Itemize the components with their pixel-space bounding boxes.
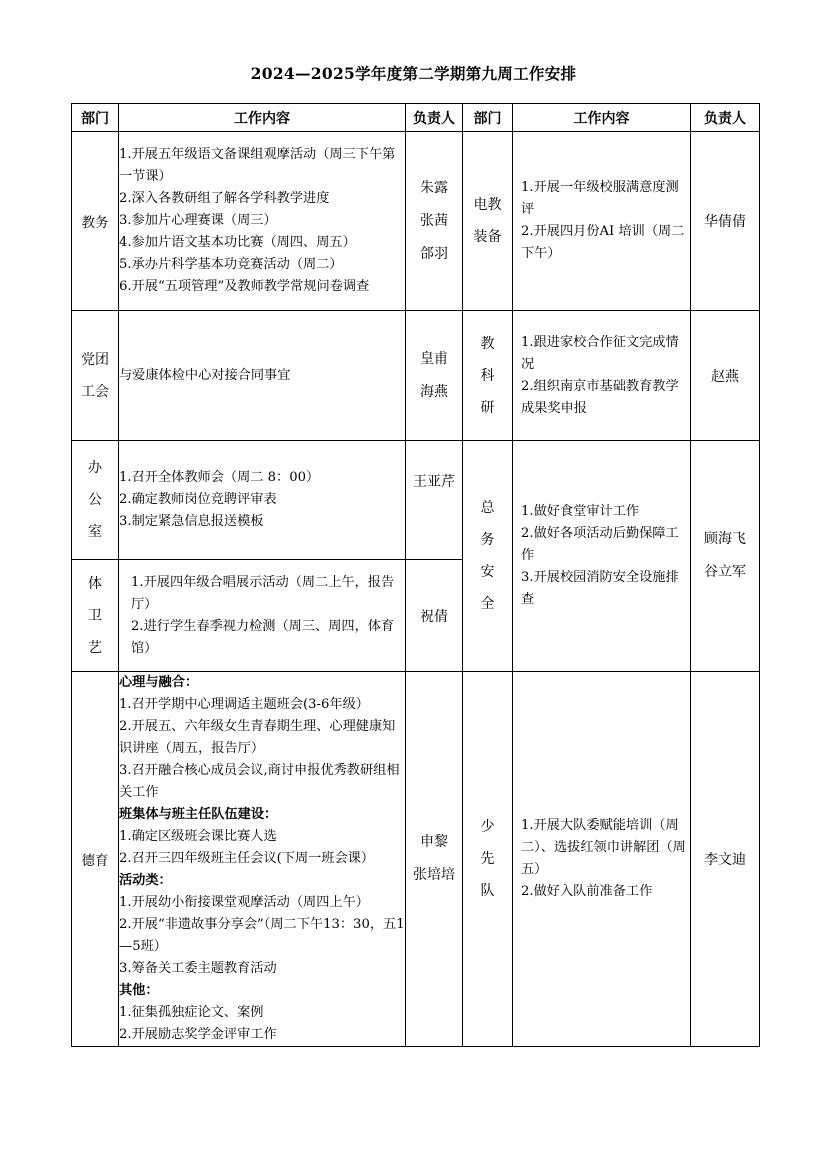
table-row (72, 132, 760, 311)
page-title: 2024—2025学年度第二学期第九周工作安排 (250, 64, 577, 83)
dept-dianjiao (463, 132, 513, 311)
list-item: 2.做好各项活动后勤保障工作 (521, 526, 679, 563)
dept-label: 电教 (473, 197, 502, 213)
resp-jiaokeyan: 赵燕 (691, 311, 760, 441)
table-row (72, 311, 760, 441)
list-item: 6.开展“五项管理”及教师教学常规问卷调查 (119, 279, 370, 294)
resp-jiaowu (406, 132, 463, 311)
dept-label: 艺 (88, 639, 102, 656)
list-item: 3.参加片心理赛课（周三） (119, 213, 277, 228)
dept-label: 队 (480, 883, 495, 899)
dept-shaoxiandui (463, 672, 513, 1047)
section-heading: 班集体与班主任队伍建设： (119, 807, 278, 822)
person-name: 顾海飞 (704, 531, 746, 547)
person-name: 朱露 (420, 179, 448, 196)
dept-jiaokeyan (463, 311, 513, 441)
dept-jiaowu: 教务 (72, 132, 119, 311)
dept-label: 务 (480, 532, 495, 548)
list-item: 1.开展幼小衔接课堂观摩活动（周四上午） (119, 895, 369, 910)
dept-label: 研 (480, 399, 495, 416)
dept-label: 教 (480, 335, 495, 352)
content-tiweiyi (119, 560, 406, 672)
list-item: 1.召开全体教师会（周二 8：00） (119, 470, 320, 485)
resp-bangongshi: 王亚芹 (406, 441, 463, 560)
dept-label: 总 (480, 500, 495, 516)
dept-label: 安 (480, 564, 495, 580)
person-name: 郃羽 (420, 245, 448, 262)
dept-label: 装备 (473, 229, 502, 245)
list-item: 1.开展五年级语文备课组观摩活动（周三下午第一节课） (119, 147, 396, 184)
dept-label: 体 (88, 575, 102, 592)
list-item: 2.开展励志奖学金评审工作 (119, 1027, 277, 1042)
list-item: 2.做好入队前准备工作 (521, 884, 653, 899)
dept-label: 卫 (88, 607, 102, 624)
resp-dianjiao: 华倩倩 (691, 132, 760, 311)
list-item: 3.开展校园消防安全设施排查 (521, 570, 679, 607)
list-item: 2.开展四月份AI 培训（周二下午） (521, 224, 685, 261)
dept-tiweiyi (72, 560, 119, 672)
dept-label: 全 (480, 596, 495, 612)
dept-zongwu (463, 441, 513, 672)
dept-label: 室 (88, 524, 102, 540)
person-name: 申黎 (420, 834, 448, 850)
list-item: 2.进行学生春季视力检测（周三、周四，体育馆） (131, 618, 395, 656)
content-dianjiao (513, 132, 691, 311)
list-item: 3.筹备关工委主题教育活动 (119, 961, 277, 976)
person-name: 海燕 (420, 383, 448, 400)
resp-dangtuan (406, 311, 463, 441)
list-item: 1.开展四年级合唱展示活动（周二上午，报告厅） (131, 574, 395, 612)
content-bangongshi (119, 441, 406, 560)
list-item: 2.开展“非遗故事分享会”（周二下午13：30，五1—5班） (119, 917, 405, 954)
dept-label: 办 (88, 460, 102, 476)
list-item: 2.开展五、六年级女生青春期生理、心理健康知识讲座（周五，报告厅） (119, 719, 396, 756)
dept-label: 先 (480, 851, 495, 867)
resp-deyu (406, 672, 463, 1047)
header-content-left: 工作内容 (119, 104, 406, 132)
list-item: 3.制定紧急信息报送模板 (119, 514, 264, 529)
table-row (72, 441, 760, 560)
list-item: 1.召开学期中心理调适主题班会(3-6年级） (119, 697, 369, 712)
content-dangtuan: 与爱康体检中心对接合同事宜 (119, 311, 406, 441)
dept-label: 公 (88, 492, 102, 508)
list-item: 1.跟进家校合作征文完成情况 (521, 334, 679, 372)
list-item: 3.召开融合核心成员会议,商讨申报优秀教研组相关工作 (119, 763, 400, 800)
header-dept-left: 部门 (72, 104, 119, 132)
dept-dangtuan (72, 311, 119, 441)
section-heading: 心理与融合： (119, 675, 199, 690)
dept-label: 少 (480, 819, 495, 835)
resp-tiweiyi: 祝倩 (406, 560, 463, 672)
header-content-right: 工作内容 (513, 104, 691, 132)
header-resp-left: 负责人 (406, 104, 463, 132)
dept-bangongshi (72, 441, 119, 560)
list-item: 2.深入各教研组了解各学科教学进度 (119, 191, 330, 206)
list-item: 1.开展大队委赋能培训（周二）、选拔红领巾讲解团（周五） (521, 818, 686, 877)
content-deyu (119, 672, 406, 1047)
content-jiaokeyan (513, 311, 691, 441)
dept-label: 科 (480, 367, 495, 384)
dept-label: 工会 (81, 383, 109, 400)
list-item: 1.征集孤独症论文、案例 (119, 1005, 264, 1020)
table-row (72, 672, 760, 1047)
resp-zongwu (691, 441, 760, 672)
list-item: 2.召开三四年级班主任会议(下周一班会课） (119, 851, 375, 866)
section-heading: 其他： (119, 983, 159, 998)
person-name: 张培培 (413, 867, 455, 883)
header-dept-right: 部门 (463, 104, 513, 132)
content-jiaowu (119, 132, 406, 311)
content-zongwu (513, 441, 691, 672)
list-item: 2.确定教师岗位竞聘评审表 (119, 492, 277, 507)
list-item: 1.做好食堂审计工作 (521, 504, 640, 519)
header-resp-right: 负责人 (691, 104, 760, 132)
content-shaoxiandui (513, 672, 691, 1047)
list-item: 2.组织南京市基础教育教学成果奖申报 (521, 378, 679, 416)
section-heading: 活动类： (119, 873, 172, 888)
header-row (72, 104, 760, 132)
list-item: 4.参加片语文基本功比赛（周四、周五） (119, 235, 356, 250)
list-item: 1.确定区级班会课比赛人选 (119, 829, 277, 844)
dept-label: 党团 (81, 351, 109, 368)
person-name: 皇甫 (420, 350, 448, 367)
resp-shaoxiandui: 李文迪 (691, 672, 760, 1047)
person-name: 谷立军 (704, 564, 746, 580)
person-name: 张茜 (420, 212, 448, 229)
dept-deyu: 德育 (72, 672, 119, 1047)
list-item: 1.开展一年级校服满意度测评 (521, 180, 679, 217)
schedule-table (71, 103, 760, 1047)
list-item: 5.承办片科学基本功竞赛活动（周二） (119, 257, 343, 272)
